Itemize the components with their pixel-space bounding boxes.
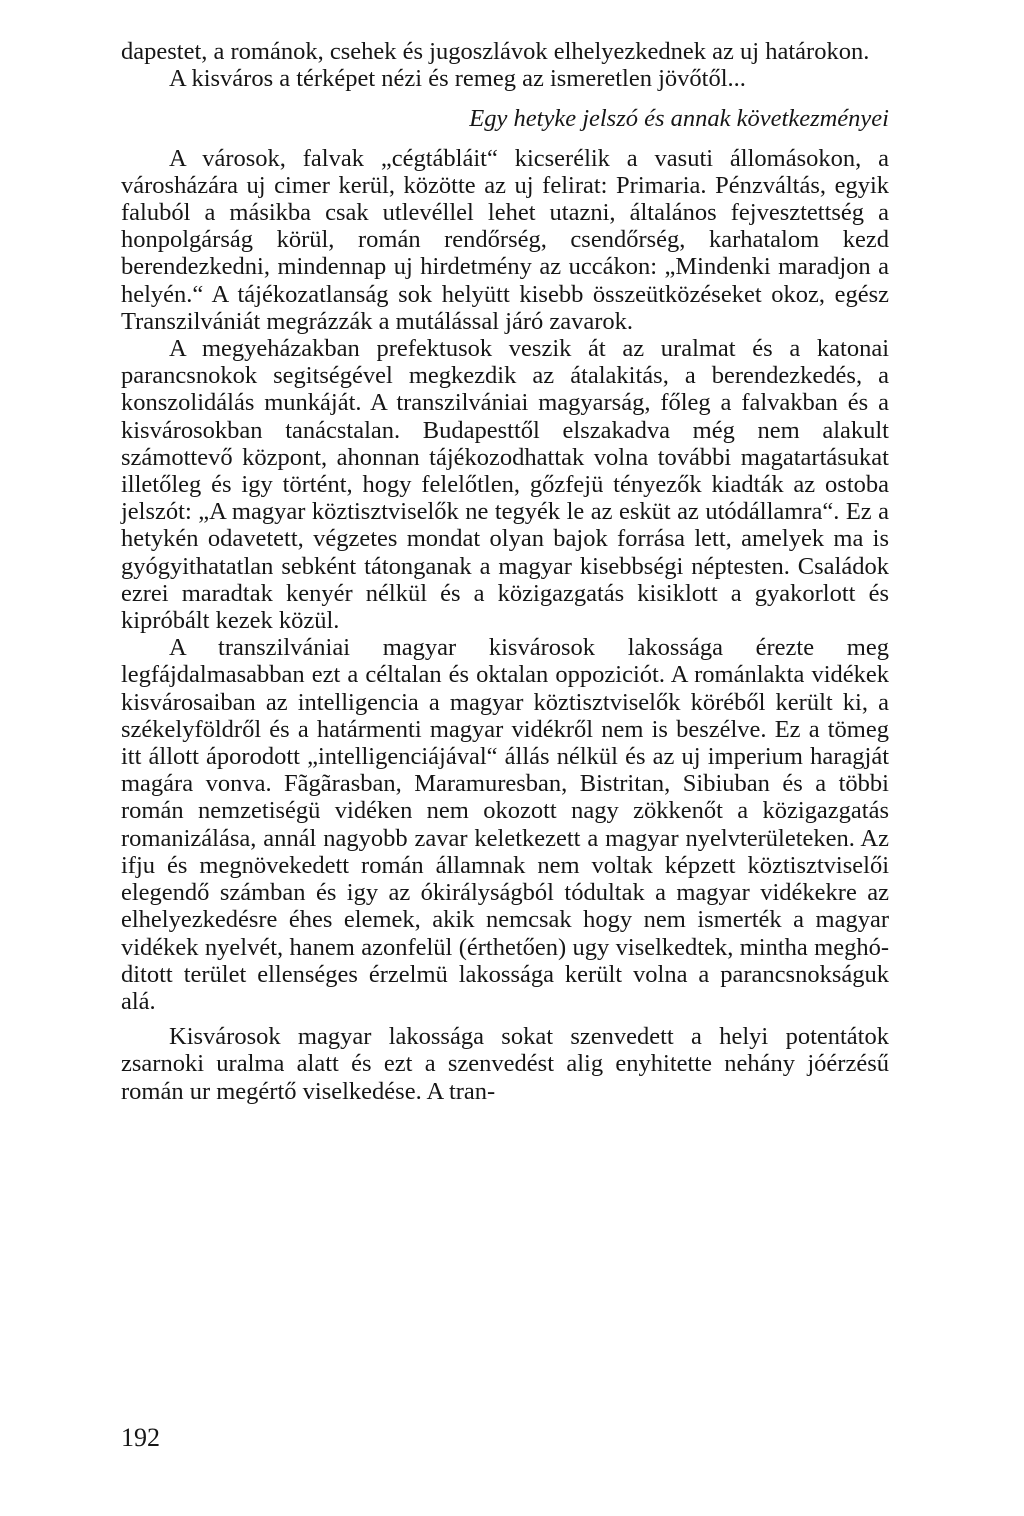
document-page	[121, 38, 889, 1105]
section-heading: Egy hetyke jelszó és annak következményei	[469, 105, 889, 133]
opening-paragraph: dapestet, a románok, csehek és jugoszlávok elhelyezkednek az uj határokon.	[121, 38, 870, 65]
body-paragraph-4: Kisvárosok magyar lakossága sokat szenvedett a helyi potentátok zsarnoki uralma alatt és ezt a szenvedést alig enyhitette nehány jóérzésű román ur megértő viselkedése. A tran-	[121, 1023, 889, 1105]
body-paragraph-2: A megyeházakban prefektusok veszik át az uralmat és a katonai parancsnokok segitségével megkezdik az átalakitás, a berendezkedés, a konszolidálás munkáját. A transzilvániai magyarság, főleg a falvakban és a kisvárosokban tanácstalan. Budapesttől elszakadva még nem alakult számottevő központ, ahonnan tájékozodhattak volna további magatartásukat illetőleg és igy történt, hogy felelőtlen, gőzfejü tényezők kiadták az ostoba jelszót: „A magyar köztisztviselők ne tegyék le az esküt az utódállamra“. Ez a hetykén odavetett, végzetes mondat olyan bajok forrása lett, amelyek ma is gyógyithatatlan sebként tátonganak a magyar kisebbségi néptesten. Családok ezrei maradtak kenyér nélkül és a közigazgatás kisiklott a gyakorlott és kipróbált kezek közül.	[121, 335, 889, 635]
kisvaros-paragraph: A kisváros a térképet nézi és remeg az ismeretlen jövőtől...	[169, 65, 746, 93]
body-paragraph-3: A transzilvániai magyar kisvárosok lakossága érezte meg legfájdalmasabban ezt a céltalan és oktalan oppoziciót. A románlakta vidékek kisvárosaiban az intelligencia a magyar köztisztviselők köréből került ki, a székelyföldről és a határmenti magyar vidékről nem is beszélve. Ez a tömeg itt állott áporodott „intelligenciájával“ állás nélkül és az uj imperium haragját magára vonva. Fãgãrasban, Maramuresban, Bistritan, Sibiuban és a többi román nemzetiségü vidéken nem okozott nagy zökkenőt a közigazgatás romanizálása, annál nagyobb zavar keletkezett a magyar nyelvterületeken. Az ifju és megnövekedett román államnak nem voltak képzett köztisztviselői elegendő számban és igy az ókirályságból tódultak a magyar vidékekre az elhelyezkedésre éhes elemek, akik nemcsak hogy nem ismerték a magyar vidékek nyelvét, hanem azonfelül (érthetően) ugy viselkedtek, mintha meghóditott terület ellenséges érzelmü lakossága került volna a parancsnokságuk alá.	[121, 634, 889, 1015]
body-paragraph-1: A városok, falvak „cégtábláit“ kicserélik a vasuti állomásokon, a városházára uj cimer kerül, közötte az uj felirat: Primaria. Pénzváltás, egyik faluból a másikba csak utlevéllel lehet utazni, általános fejvesztettség a honpolgárság körül, román rendőrség, csendőrség, karhatalom kezd berendezkedni, mindennap uj hirdetmény az uccákon: „Mindenki maradjon a helyén.“ A tájékozatlanság sok helyütt kisebb összeütközéseket okoz, egész Transzilvániát megrázzák a mutálással járó zavarok.	[121, 144, 889, 335]
paragraph-gap	[121, 1015, 889, 1023]
page-number: 192	[121, 1423, 160, 1452]
